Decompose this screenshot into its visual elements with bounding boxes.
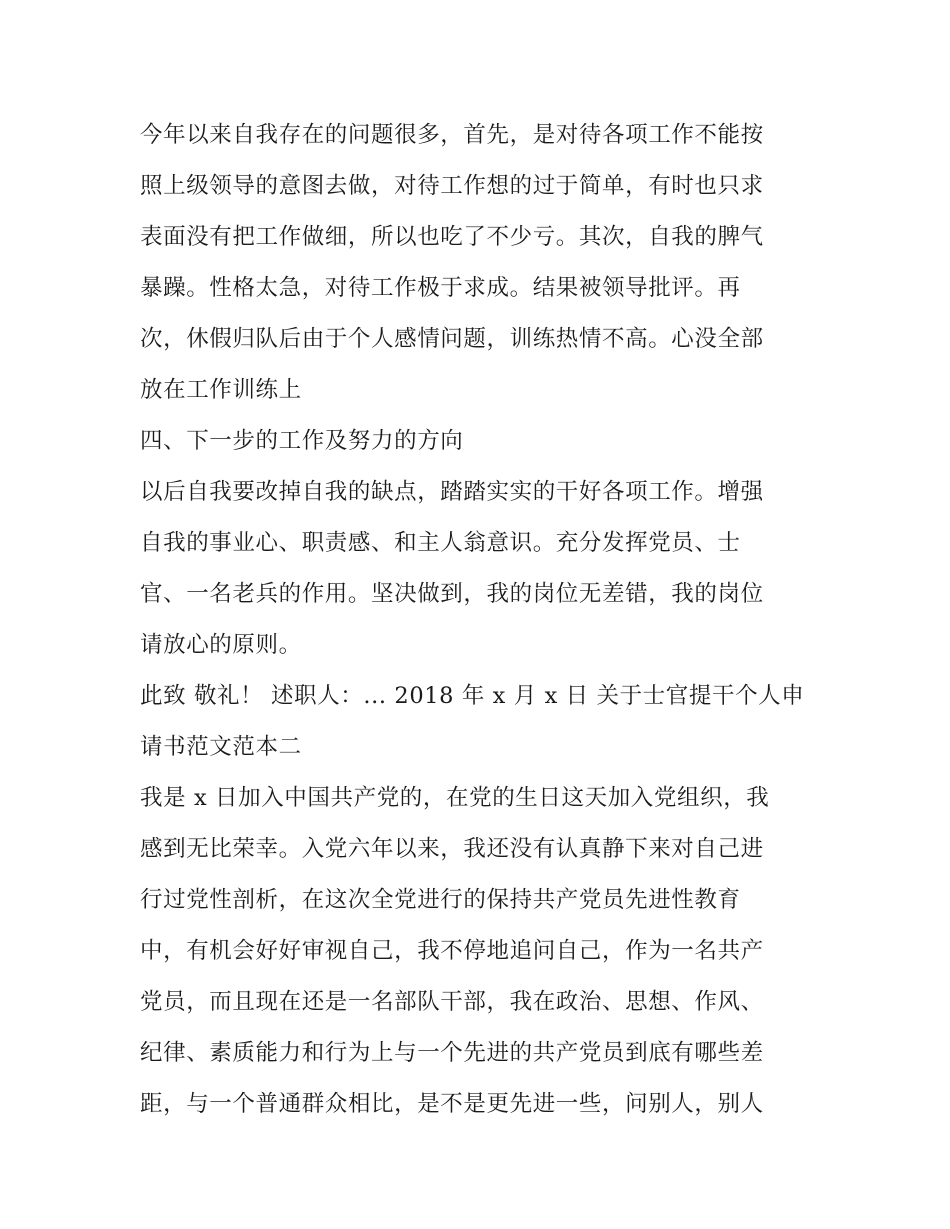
text-line: 党员，而且现在还是一名部队干部，我在政治、思想、作风、 xyxy=(140,989,764,1015)
text-line: 纪律、素质能力和行为上与一个先进的共产党员到底有哪些差 xyxy=(140,1040,764,1066)
text-line: 照上级领导的意图去做，对待工作想的过于简单，有时也只求 xyxy=(140,173,764,199)
text-line: 放在工作训练上 xyxy=(140,377,302,403)
text-line: 以后自我要改掉自我的缺点，踏踏实实的干好各项工作。增强 xyxy=(140,479,764,505)
text-line: 感到无比荣幸。入党六年以来，我还没有认真静下来对自己进 xyxy=(140,836,764,862)
text-line: 表面没有把工作做细，所以也吃了不少亏。其次，自我的脾气 xyxy=(140,224,764,250)
section-heading: 四、下一步的工作及努力的方向 xyxy=(140,428,464,454)
text-line: 请放心的原则。 xyxy=(140,632,302,658)
text-line: 我是 x 日加入中国共产党的，在党的生日这天加入党组织，我 xyxy=(140,785,770,811)
text-line: 行过党性剖析，在这次全党进行的保持共产党员先进性教育 xyxy=(140,887,741,913)
text-line: 此致 敬礼！ 述职人：... 2018 年 x 月 x 日 关于士官提干个人申 xyxy=(140,683,805,709)
text-line: 今年以来自我存在的问题很多，首先，是对待各项工作不能按 xyxy=(140,122,764,148)
document-body xyxy=(140,110,830,1130)
text-line: 官、一名老兵的作用。坚决做到，我的岗位无差错，我的岗位 xyxy=(140,581,764,607)
text-line: 请书范文范本二 xyxy=(140,734,302,760)
text-line: 距，与一个普通群众相比，是不是更先进一些，问别人，别人 xyxy=(140,1091,764,1117)
text-line: 中，有机会好好审视自己，我不停地追问自己，作为一名共产 xyxy=(140,938,764,964)
text-line: 自我的事业心、职责感、和主人翁意识。充分发挥党员、士 xyxy=(140,530,741,556)
text-line: 次，休假归队后由于个人感情问题，训练热情不高。心没全部 xyxy=(140,326,764,352)
text-line: 暴躁。性格太急，对待工作极于求成。结果被领导批评。再 xyxy=(140,275,741,301)
